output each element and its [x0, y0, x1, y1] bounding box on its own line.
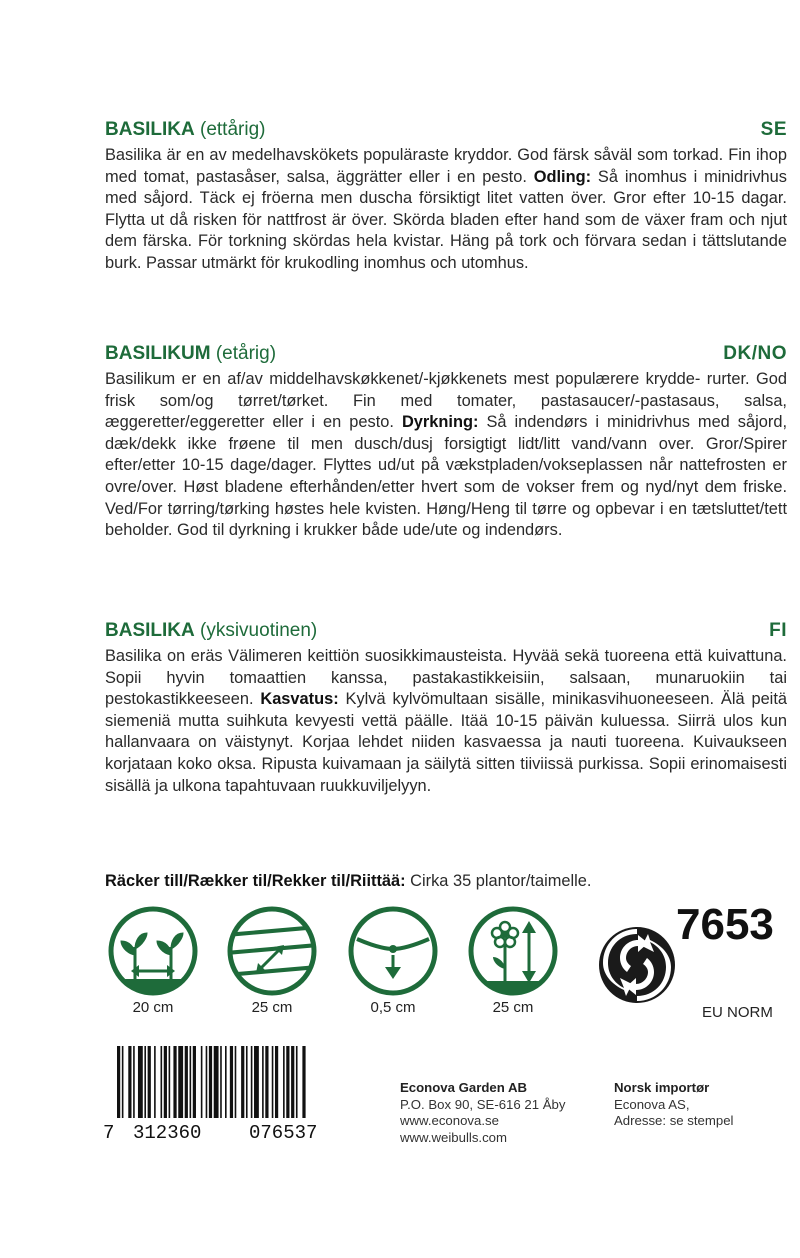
barcode-bar [178, 1046, 183, 1118]
bold-term: Kasvatus: [260, 690, 339, 709]
section-title: BASILIKA (yksivuotinen) [105, 620, 318, 641]
barcode-bar [193, 1046, 196, 1118]
barcode-bar [185, 1046, 188, 1118]
section-fi [105, 620, 787, 797]
icon-caption: 25 cm [251, 999, 293, 1016]
barcode-bar [235, 1046, 237, 1118]
barcode-bar [128, 1046, 131, 1118]
barcode-bar [144, 1046, 146, 1118]
row-spacing-icon [226, 905, 318, 997]
barcode-bar [254, 1046, 259, 1118]
barcode-bar [241, 1046, 244, 1118]
bold-term: Odling: [533, 167, 592, 186]
barcode-bar [225, 1046, 227, 1118]
importer-title: Norsk importør [614, 1080, 710, 1095]
barcode-bar [148, 1046, 151, 1118]
icon-caption: 20 cm [132, 999, 174, 1016]
barcode-bar [291, 1046, 294, 1118]
barcode-bar [169, 1046, 171, 1118]
barcode-bar [122, 1046, 124, 1118]
importer-address: Adresse: se stempel [614, 1113, 734, 1128]
barcode-bar [220, 1046, 222, 1118]
plant-spacing-icon [107, 905, 199, 997]
barcode-bar [138, 1046, 143, 1118]
eu-norm-label: EU NORM [702, 1004, 773, 1021]
barcode-bar [117, 1046, 120, 1118]
barcode-bar [296, 1046, 298, 1118]
barcode-bar [302, 1046, 305, 1118]
product-number: 7653 [676, 900, 774, 949]
barcode-bar [272, 1046, 274, 1118]
company-name: Econova Garden AB [400, 1080, 528, 1095]
barcode-bar [164, 1046, 167, 1118]
plant-height-icon [467, 905, 559, 997]
plant-height-icon-group [463, 905, 563, 1016]
language-code: SE [760, 119, 787, 140]
icon-caption: 25 cm [492, 999, 534, 1016]
barcode-bar [265, 1046, 268, 1118]
barcode-bar [214, 1046, 219, 1118]
barcode-bar [173, 1046, 176, 1118]
row-spacing-icon-group [222, 905, 322, 1016]
barcode-first-digit: 7 [103, 1122, 115, 1144]
barcode [103, 1046, 349, 1126]
barcode-bar [230, 1046, 233, 1118]
barcode-bar [251, 1046, 253, 1118]
importer-contact [614, 1080, 733, 1130]
barcode-bar [262, 1046, 264, 1118]
language-code: DK/NO [723, 343, 787, 364]
barcode-right-group: 076537 [249, 1122, 318, 1144]
section-title: BASILIKA (ettårig) [105, 119, 266, 140]
section-body: Basilika on eräs Välimeren keittiön suosikkimausteista. Hyvää sekä tuoreena että kuivattuna. Sopii hyvin tomaattien kanssa, pastakastikkeisiin, salsaan, munaruokiin tai pestokastikkeeseen. Kasvatus: Kylvä kylvömultaan sisälle, minikasvihuoneeseen. Älä peitä siemeniä mutta suihkuta kevyesti vettä päälle. Itää 10-15 päivän kuluessa. Siirrä ulos kun hallanvaara on väistynyt. Korjaa lehdet niiden kasvaessa ja nauti tuoreena. Kuivaukseen korjataan koko oksa. Ripusta kuivamaan ja säilytä sitten tiiviissä purkissa. Sopii erinomaisesti sisällä ja ulkona tapahtuvaan ruukkuviljelyyn. [105, 647, 787, 795]
barcode-bar [209, 1046, 212, 1118]
company-website-2: www.weibulls.com [400, 1129, 507, 1145]
barcode-bar [190, 1046, 192, 1118]
barcode-bar [133, 1046, 135, 1118]
section-header [105, 343, 787, 369]
section-header [105, 620, 787, 646]
section-dk-no [105, 343, 787, 542]
section-body: Basilikum er en af/av middelhavskøkkenet/-kjøkkenets mest populærere krydde- rurter. God frisk som/og tørret/tørket. Fin med tomater, pastasaucer/-pastasaus, salsa, æggeretter/eggeretter eller i en pesto. Dyrkning: Så indendørs i minidrivhus med såjord, dæk/dekk ikke frøene til men dusch/dusj forsigtigt lidt/litt vand/vann over. Gror/Spirer efter/etter 10-15 dage/dager. Flyttes ud/ut på vækstpladen/vokseplassen når nattefrosten er ovre/over. Høst bladene efterhånden/etter hvert som de vokser frem og nyd/nyt dem friske. Ved/For tørring/tørking høstes hele kvisten. Høng/Heng til tørre og opbevar i en tætsluttet/tett beholder. God til dyrkning i krukker både ude/ute og indendørs. [105, 370, 787, 540]
barcode-bar [275, 1046, 278, 1118]
barcode-bar [154, 1046, 156, 1118]
barcode-left-group: 312360 [133, 1122, 202, 1144]
bold-term: Dyrkning: [401, 413, 479, 432]
company-website: www.econova.se [400, 1113, 499, 1128]
barcode-bar [286, 1046, 289, 1118]
section-header [105, 119, 787, 145]
barcode-bar [206, 1046, 208, 1118]
barcode-bar [283, 1046, 285, 1118]
company-address: P.O. Box 90, SE-616 21 Åby [400, 1096, 566, 1112]
section-se [105, 119, 787, 275]
yield-info: Räcker till/Rækker til/Rekker til/Riittää: Cirka 35 plantor/taimelle. [105, 872, 592, 890]
barcode-bar [201, 1046, 203, 1118]
section-body: Basilika är en av medelhavskökets populäraste kryddor. God färsk såväl som torkad. Fin ihop med tomat, pastasåser, salsa, äggrätter eller i en pesto. Odling: Så inomhus i minidrivhus med såjord. Täck ej fröerna men duscha försiktigt litet vatten över. Gror efter 10-15 dagar. Flytta ut då risken för nattfrost är över. Skörda bladen efter hand som de växer fram och njut dem färska. För torkning skördas hela kvistar. Häng på tork och förvara sedan i tättslutande burk. Passar utmärkt för krukodling inomhus och utomhus. [105, 146, 787, 272]
barcode-digits [103, 1122, 349, 1144]
barcode-bar [246, 1046, 248, 1118]
icon-caption: 0,5 cm [370, 999, 416, 1016]
green-dot-recycling-icon [598, 926, 676, 1004]
section-title: BASILIKUM (etårig) [105, 343, 277, 364]
sowing-depth-icon-group [343, 905, 443, 1016]
company-contact [400, 1080, 565, 1146]
sowing-depth-icon [347, 905, 439, 997]
language-code: FI [769, 620, 787, 641]
barcode-bar [161, 1046, 163, 1118]
importer-name: Econova AS, [614, 1096, 690, 1112]
plant-spacing-icon-group [103, 905, 203, 1016]
